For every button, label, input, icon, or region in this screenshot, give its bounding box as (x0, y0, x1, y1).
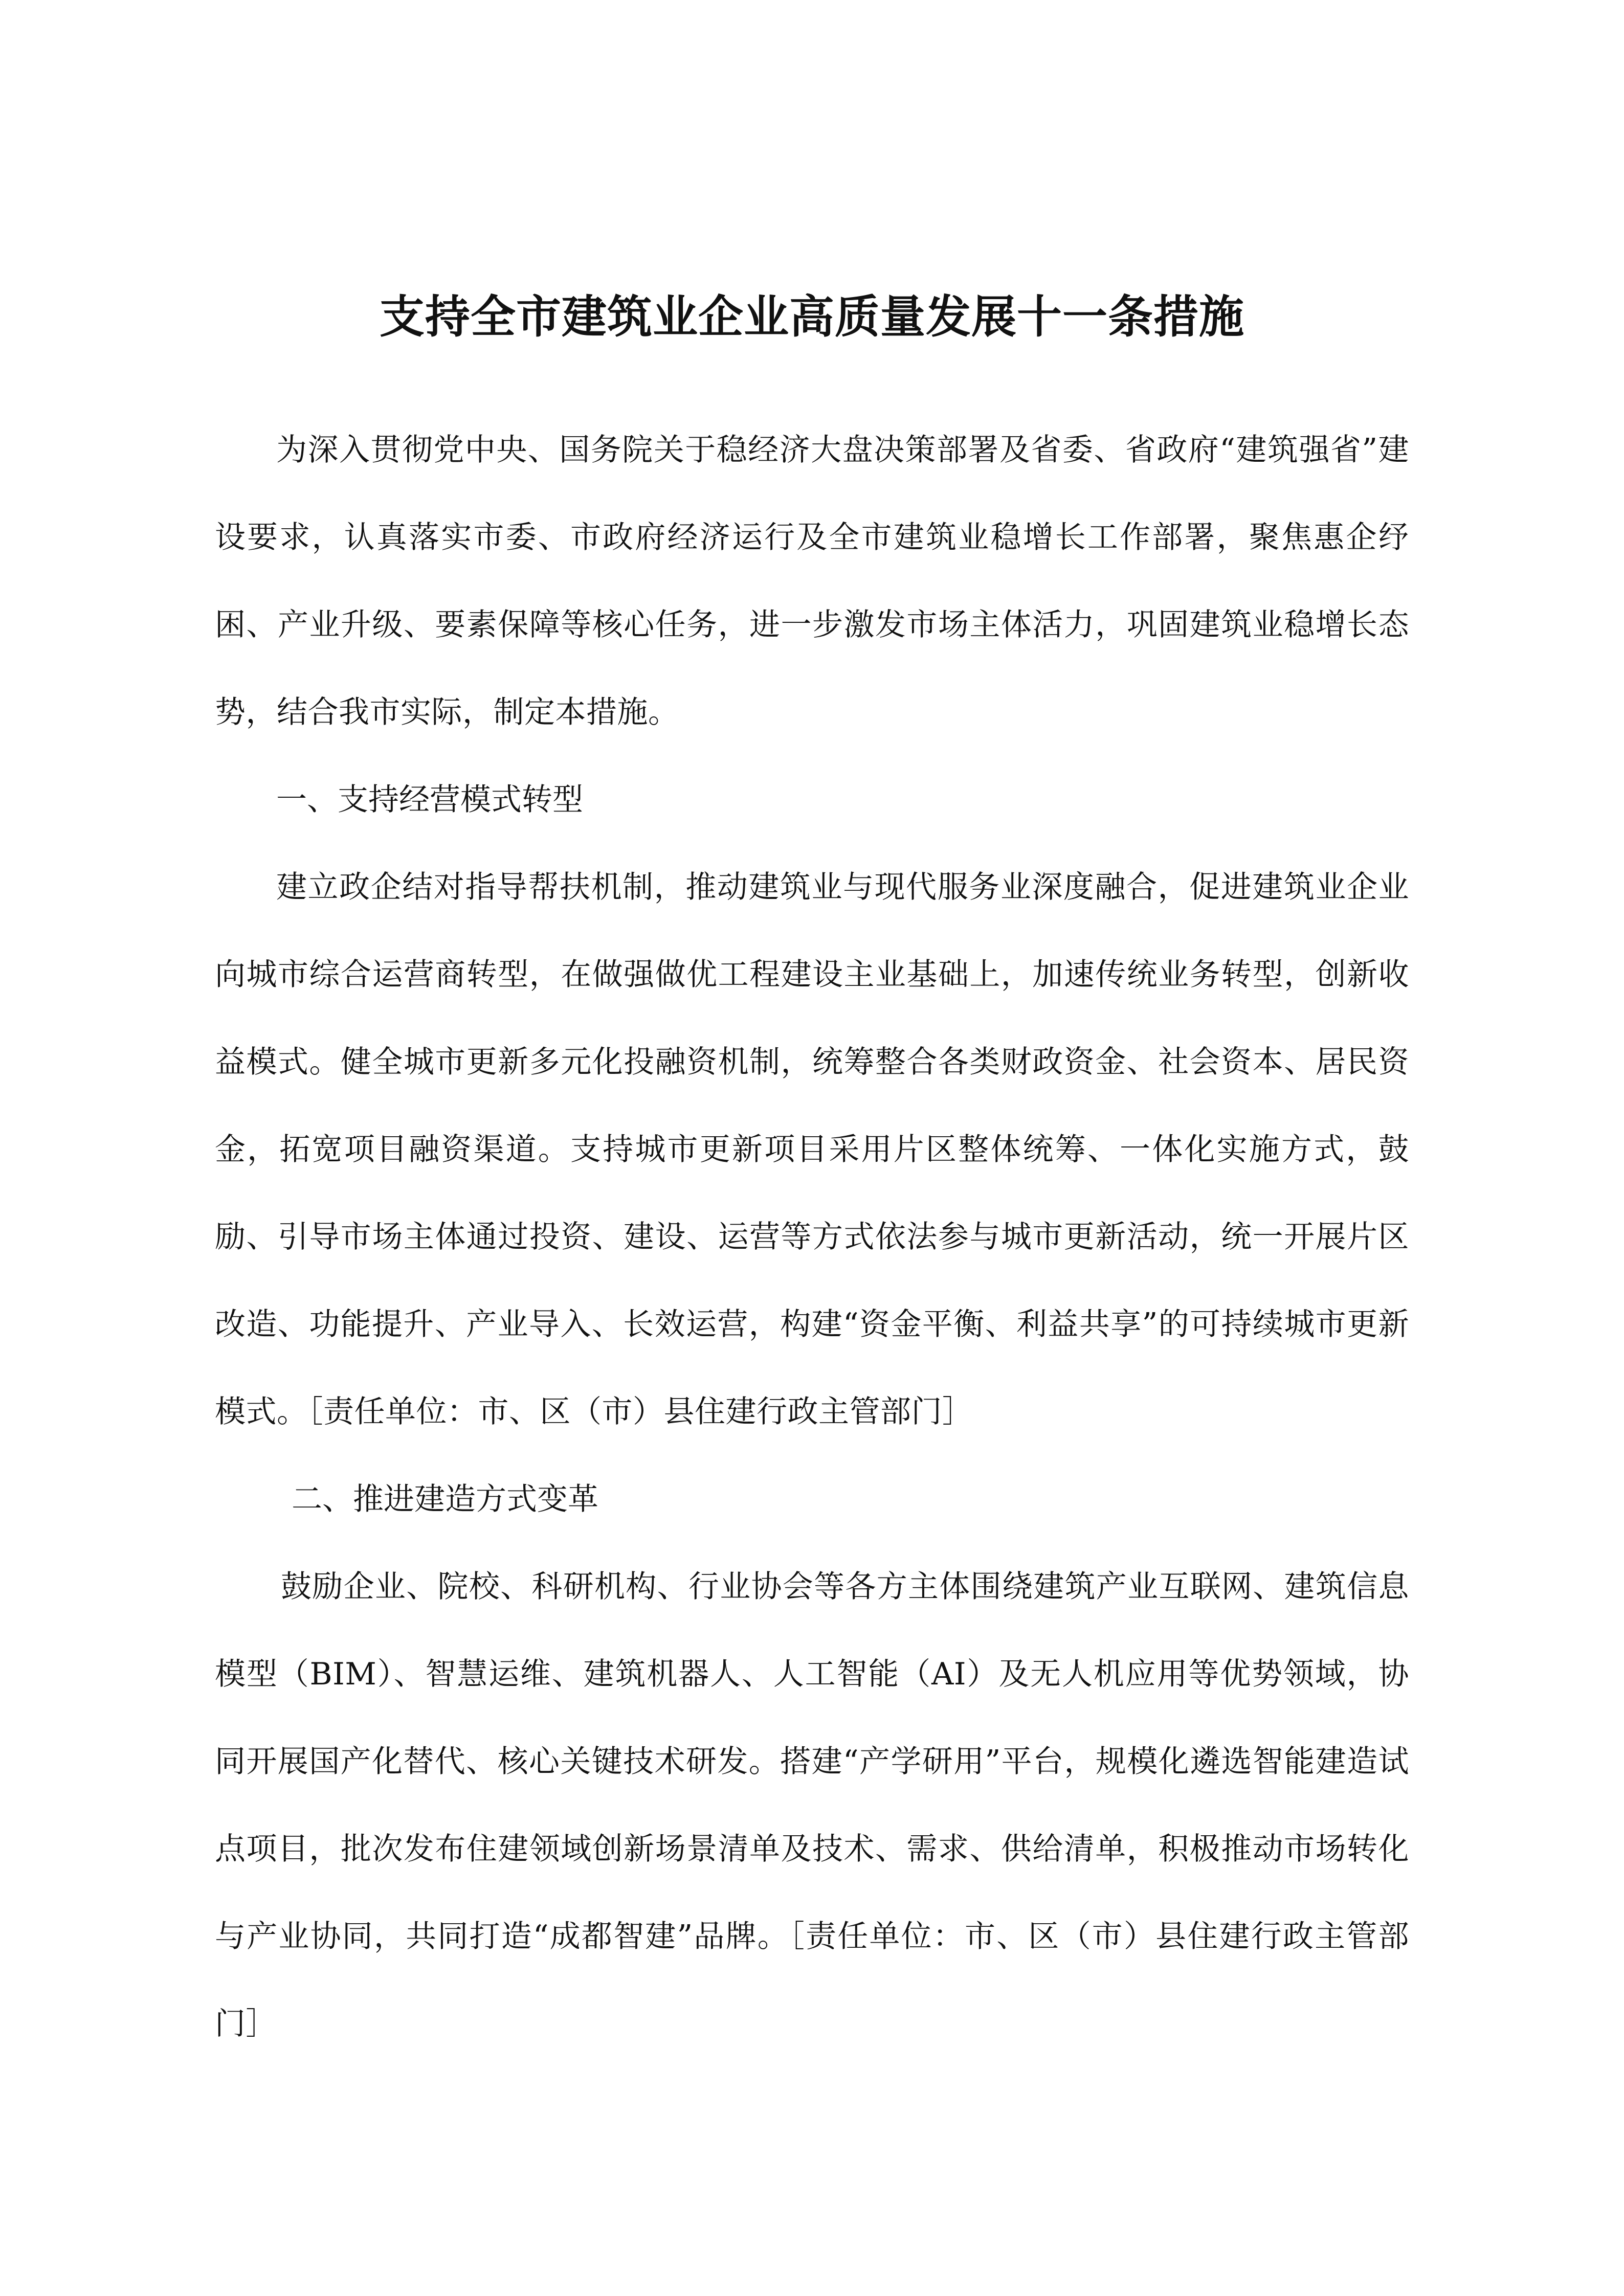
intro-paragraph: 为深入贯彻党中央、国务院关于稳经济大盘决策部署及省委、省政府“建筑强省”建设要求，认真落实市委、市政府经济运行及全市建筑业稳增长工作部署，聚焦惠企纾困、产业升级、要素保障等核心任务，进一步激发市场主体活力，巩固建筑业稳增长态势，结合我市实际，制定本措施。 (215, 432, 1409, 730)
section-2-heading: 二、推进建造方式变革 (292, 1481, 598, 1517)
section-2-paragraph: 鼓励企业、院校、科研机构、行业协会等各方主体围绕建筑产业互联网、建筑信息模型（BIM）、智慧运维、建筑机器人、人工智能（AI）及无人机应用等优势领域，协同开展国产化替代、核心关键技术研发。搭建“产学研用”平台，规模化遴选智能建造试点项目，批次发布住建领域创新场景清单及技术、需求、供给清单，积极推动市场转化与产业协同，共同打造“成都智建”品牌。［责任单位：市、区（市）县住建行政主管部门］ (215, 1569, 1409, 2042)
section-1-heading: 一、支持经营模式转型 (276, 782, 583, 818)
section-1-paragraph: 建立政企结对指导帮扶机制，推动建筑业与现代服务业深度融合，促进建筑业企业向城市综合运营商转型，在做强做优工程建设主业基础上，加速传统业务转型，创新收益模式。健全城市更新多元化投融资机制，统筹整合各类财政资金、社会资本、居民资金，拓宽项目融资渠道。支持城市更新项目采用片区整体统筹、一体化实施方式，鼓励、引导市场主体通过投资、建设、运营等方式依法参与城市更新活动，统一开展片区改造、功能提升、产业导入、长效运营，构建“资金平衡、利益共享”的可持续城市更新模式。［责任单位：市、区（市）县住建行政主管部门］ (215, 869, 1409, 1430)
document-body (215, 407, 1409, 2068)
document-title: 支持全市建筑业企业高质量发展十一条措施 (379, 290, 1244, 343)
